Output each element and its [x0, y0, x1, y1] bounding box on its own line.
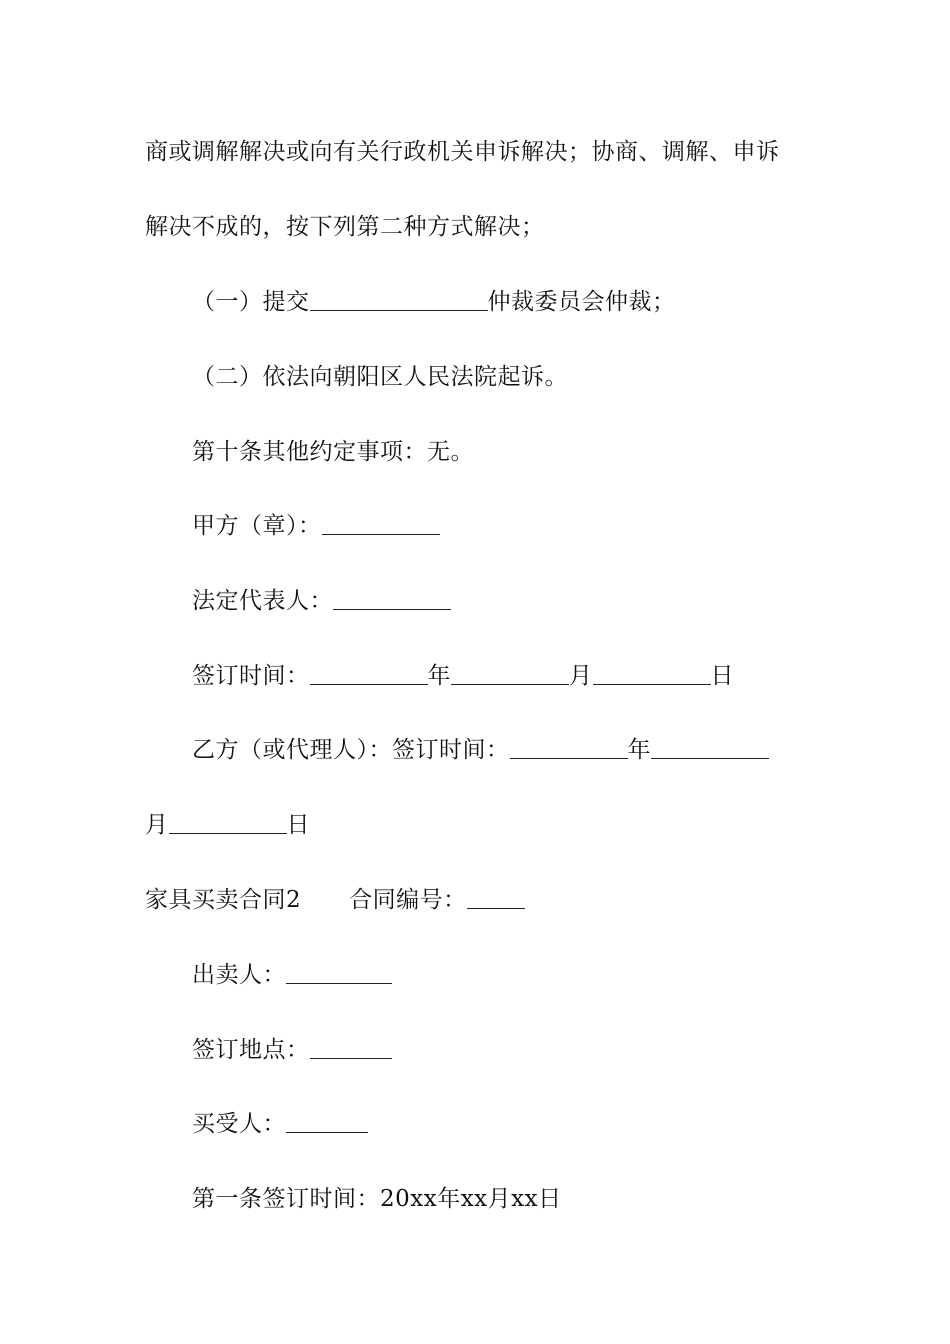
text: 年: [627, 737, 651, 763]
seller-line: [192, 960, 392, 990]
text: 解决不成的，按下列第二种方式解决；: [145, 214, 545, 240]
text: （一）提交: [192, 289, 310, 315]
blank-month[interactable]: [451, 662, 569, 685]
blank-day[interactable]: [169, 811, 287, 834]
paragraph-line: [145, 212, 545, 242]
buyer-line: [192, 1109, 368, 1139]
text: 第十条其他约定事项：无。: [192, 439, 474, 465]
contract-title: 家具买卖合同2: [145, 887, 302, 913]
text: 年: [427, 663, 451, 689]
text: 法定代表人：: [192, 588, 333, 614]
text: （二）依法向朝阳区人民法院起诉。: [192, 364, 568, 390]
article-ten-line: [192, 437, 474, 467]
blank-month[interactable]: [651, 736, 769, 759]
text: 日: [710, 663, 734, 689]
text: 合同编号：: [349, 887, 467, 913]
text: 乙方（或代理人）：签订时间：: [192, 737, 510, 763]
blank-year[interactable]: [510, 736, 628, 759]
text: 签订时间：: [192, 663, 310, 689]
signing-place-line: [192, 1035, 392, 1065]
party-b-date-continuation: [145, 810, 310, 840]
text: 月: [569, 663, 593, 689]
text: 商或调解解决或向有关行政机关申诉解决；协商、调解、申诉: [145, 139, 780, 165]
blank-legal-representative[interactable]: [333, 587, 451, 610]
arbitration-clause-line: [192, 287, 676, 317]
blank-seller[interactable]: [286, 961, 392, 984]
blank-year[interactable]: [310, 662, 428, 685]
blank-arbitration-committee[interactable]: [310, 288, 488, 311]
text: 甲方（章）：: [192, 513, 322, 539]
article-one-line: [192, 1184, 562, 1214]
blank-party-a-seal[interactable]: [322, 512, 440, 535]
court-clause-line: [192, 362, 568, 392]
blank-contract-number[interactable]: [467, 886, 525, 909]
text: 买受人：: [192, 1111, 286, 1137]
party-a-seal-line: [192, 511, 440, 541]
blank-signing-place[interactable]: [310, 1036, 392, 1059]
text: 月: [145, 812, 169, 838]
text: 出卖人：: [192, 962, 286, 988]
text: 日: [286, 812, 310, 838]
legal-representative-line: [192, 586, 451, 616]
party-b-signing-line: [192, 735, 769, 765]
text: 第一条签订时间：20xx年xx月xx日: [192, 1186, 562, 1212]
paragraph-line: [145, 137, 780, 167]
blank-buyer[interactable]: [286, 1110, 368, 1133]
blank-day[interactable]: [593, 662, 711, 685]
contract-heading-line: [145, 885, 525, 915]
text: 仲裁委员会仲裁；: [487, 289, 676, 315]
signing-date-line: [192, 661, 734, 691]
text: 签订地点：: [192, 1037, 310, 1063]
